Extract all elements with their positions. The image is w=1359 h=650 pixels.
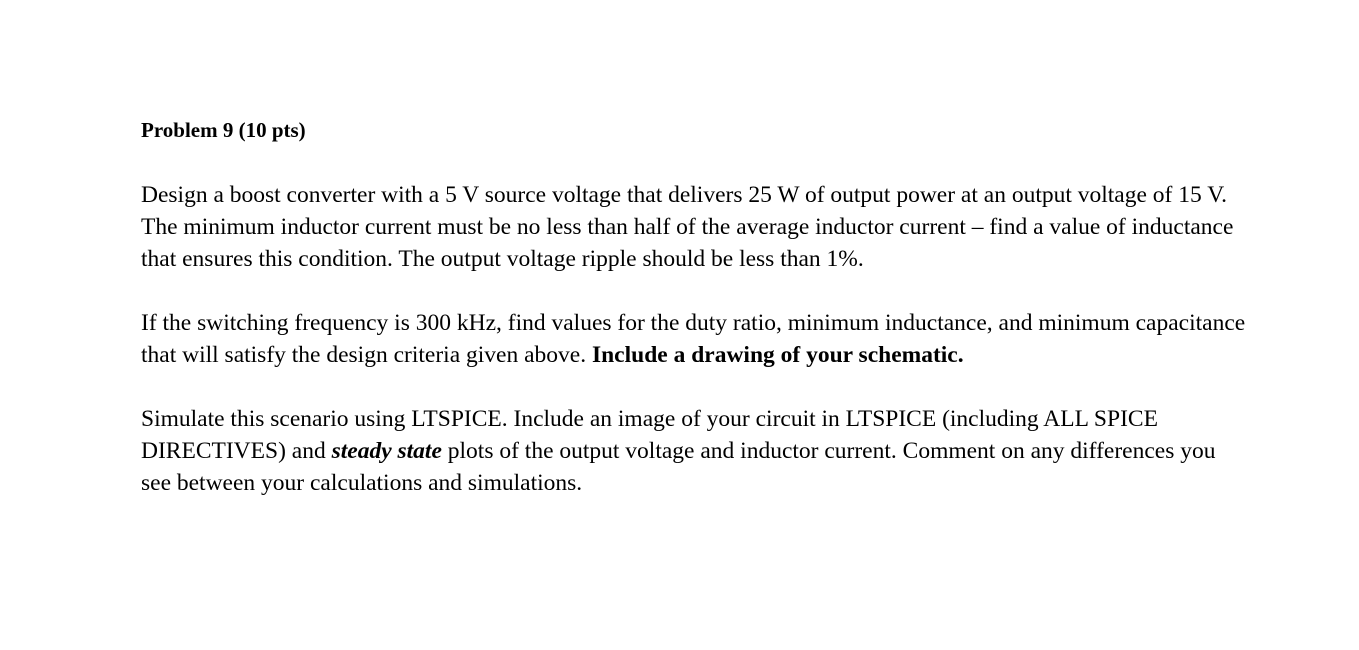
paragraph-2-text: If the switching frequency is 300 kHz, find values for the duty ratio, minimum inductance, and minimum capacitance that will satisfy the design criteria given above. bbox=[141, 310, 1246, 368]
problem-paragraph-3 bbox=[141, 403, 1251, 499]
paragraph-1-text: Design a boost converter with a 5 V source voltage that delivers 25 W of output power at an output voltage of 15 V. The minimum inductor current must be no less than half of the average inductor current – find a value of inductance that ensures this condition. The output voltage ripple should be less than 1%. bbox=[141, 182, 1234, 272]
schematic-instruction: Include a drawing of your schematic. bbox=[591, 342, 964, 368]
problem-title: Problem 9 (10 pts) bbox=[141, 118, 306, 142]
paragraph-3-text-before: Simulate this scenario using LTSPICE. Include an image of your circuit in LTSPICE (including ALL SPICE DIRECTIVES) and bbox=[141, 406, 1158, 464]
problem-document bbox=[141, 114, 1251, 531]
steady-state-emphasis: steady state bbox=[331, 438, 442, 464]
problem-paragraph-2 bbox=[141, 307, 1251, 371]
paragraph-3-text-after: plots of the output voltage and inductor current. Comment on any differences you see between your calculations and simulations. bbox=[141, 438, 1216, 496]
problem-paragraph-1 bbox=[141, 179, 1251, 275]
